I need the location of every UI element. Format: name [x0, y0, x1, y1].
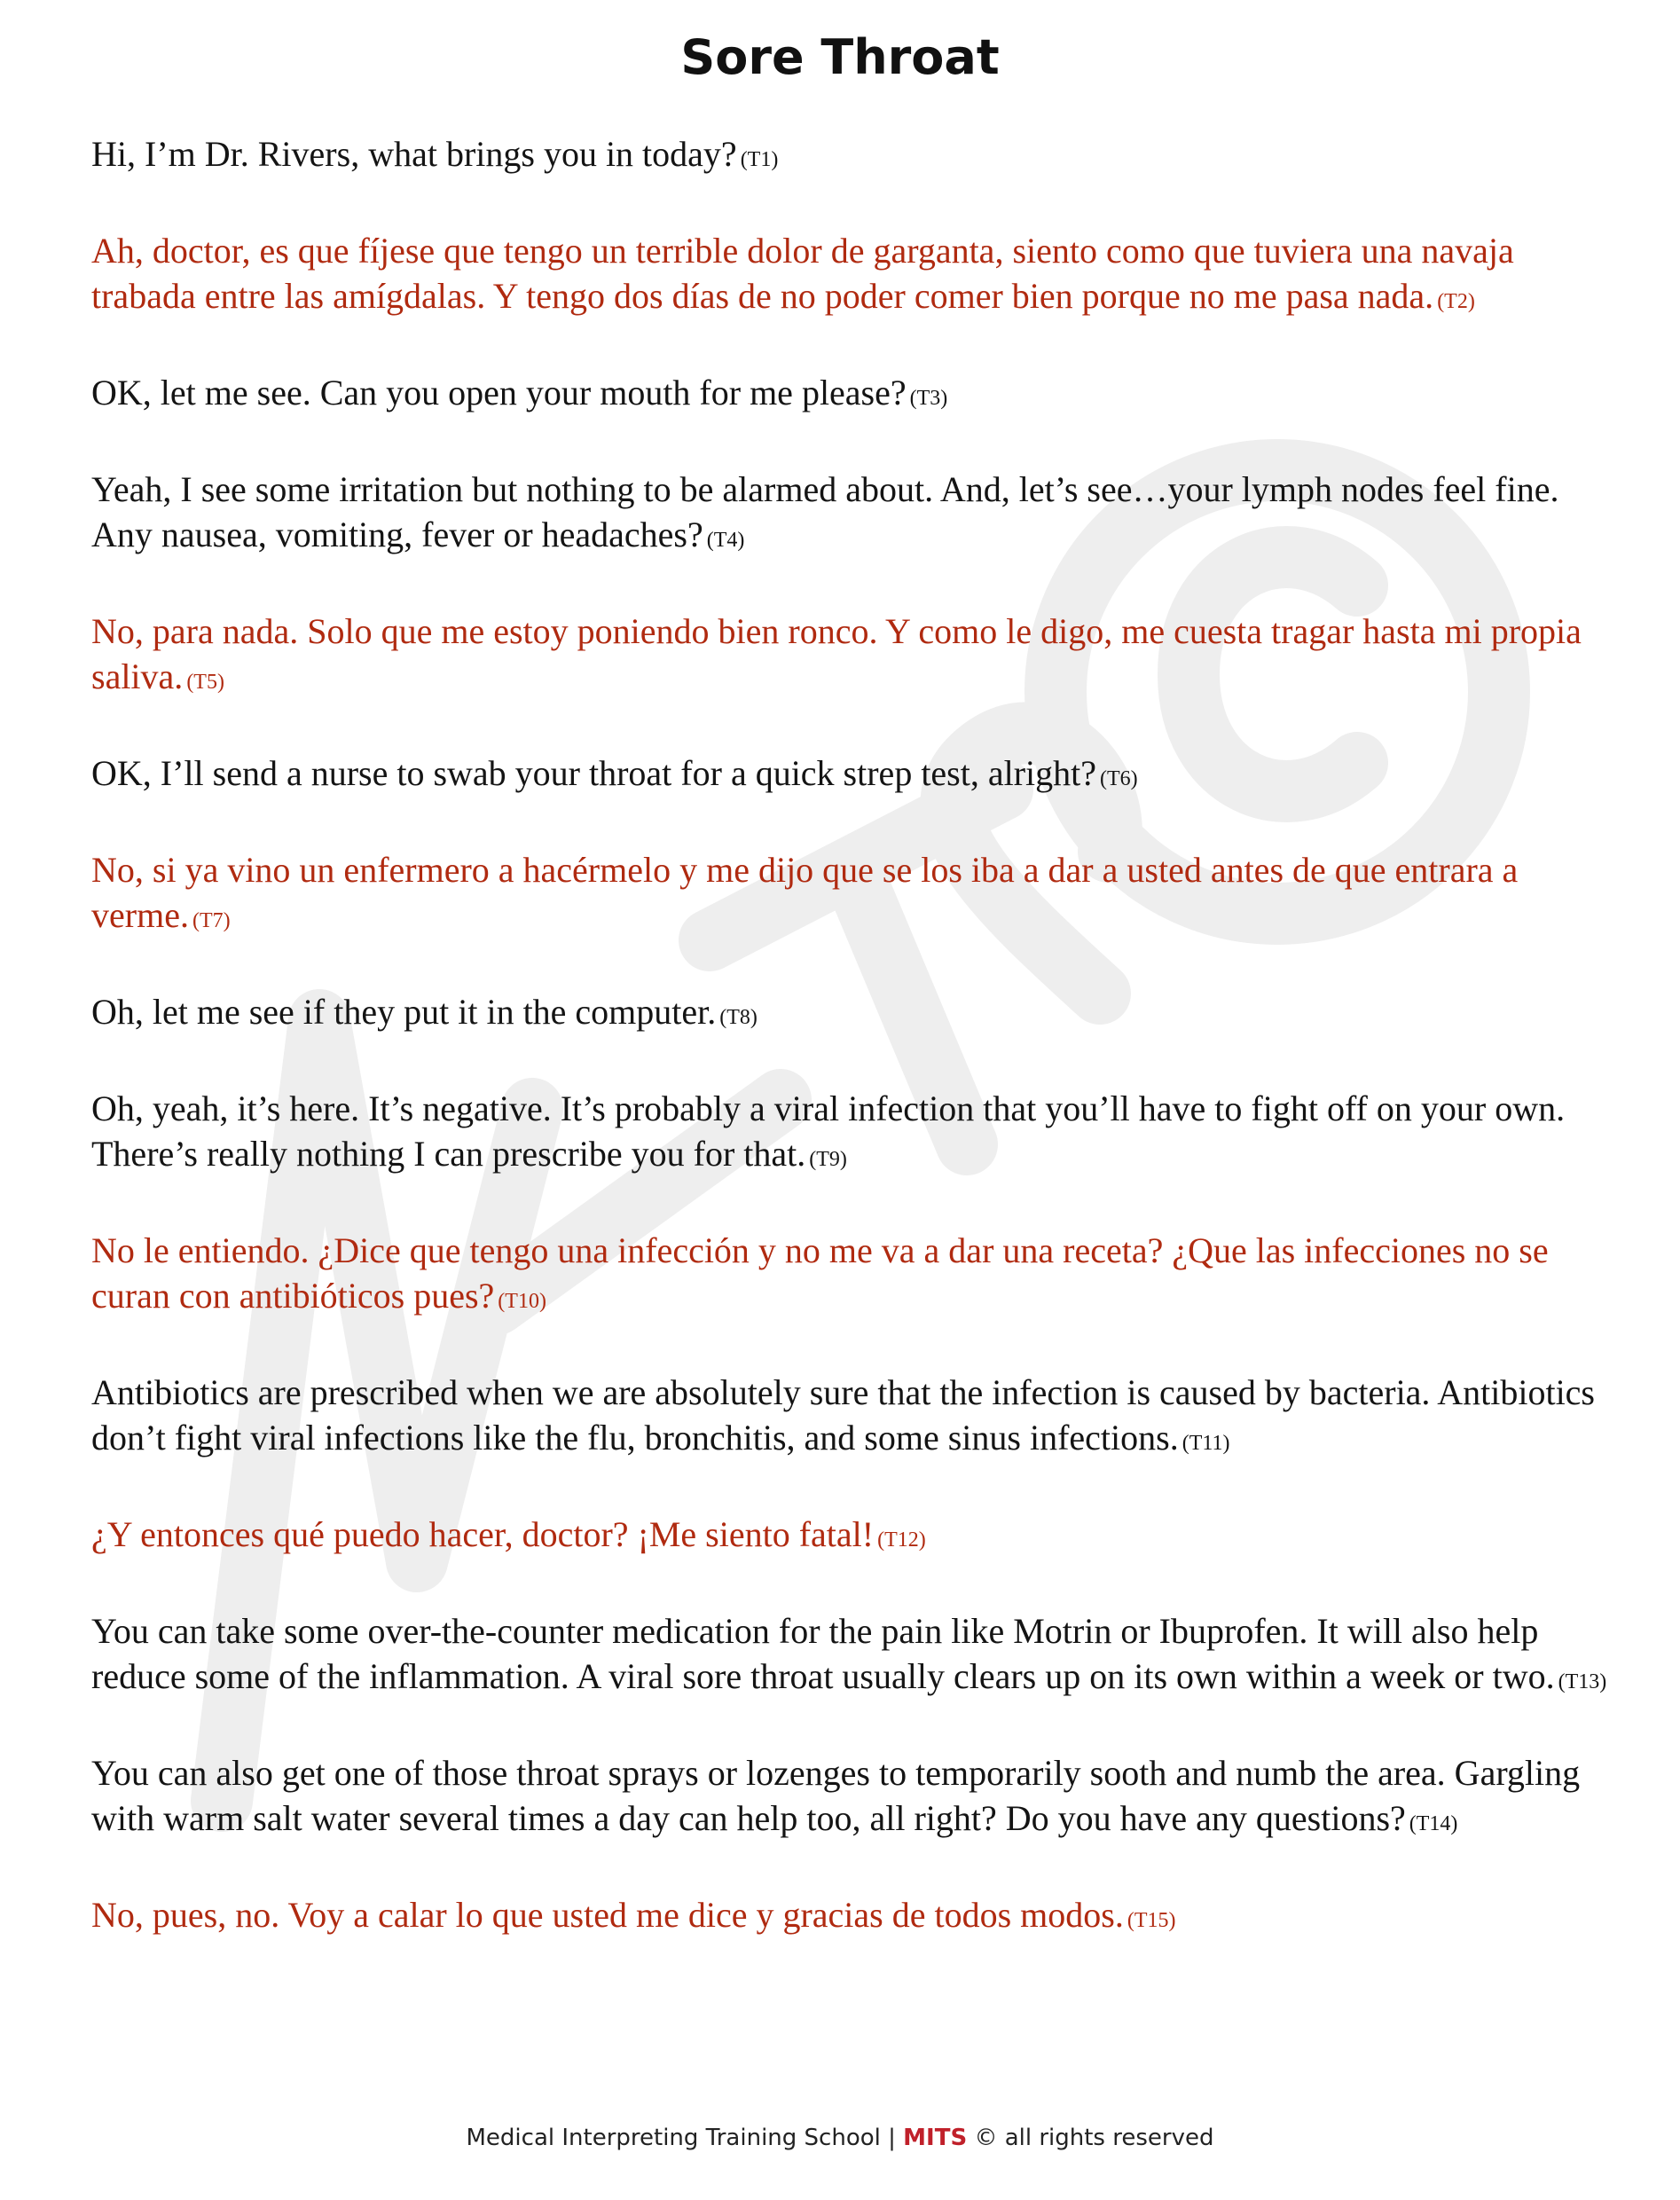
turn-text: You can also get one of those throat sprays or lozenges to temporarily sooth and numb the area. Gargling with warm salt water several times a day can help too, all right? Do you have any questions?	[91, 1753, 1581, 1838]
turn-t12	[91, 1512, 1617, 1563]
turn-tag: (T11)	[1181, 1432, 1230, 1455]
turn-tag: (T14)	[1409, 1812, 1458, 1835]
turn-tag: (T7)	[192, 909, 231, 932]
turn-tag: (T15)	[1127, 1909, 1176, 1932]
turn-text: Oh, yeah, it’s here. It’s negative. It’s probably a viral infection that you’ll have to fight off on your own. There’s really nothing I can prescribe you for that.	[91, 1088, 1566, 1174]
turn-tag: (T10)	[498, 1290, 546, 1313]
turn-tag: (T5)	[186, 671, 224, 694]
turn-t10	[91, 1228, 1617, 1324]
turn-tag: (T9)	[809, 1148, 847, 1171]
turn-t6	[91, 750, 1617, 802]
turn-t9	[91, 1086, 1617, 1182]
turn-text: You can take some over-the-counter medication for the pain like Motrin or Ibuprofen. It will also help reduce some of the inflammation. A viral sore throat usually clears up on its own within a week or two.	[91, 1611, 1555, 1696]
turn-t8	[91, 989, 1617, 1041]
turn-t3	[91, 370, 1617, 421]
turn-text: No, si ya vino un enfermero a hacérmelo y me dijo que se los iba a dar a usted antes de que entrara a verme.	[91, 850, 1519, 935]
turn-text: No, pues, no. Voy a calar lo que usted me dice y gracias de todos modos.	[91, 1895, 1124, 1935]
turn-tag: (T6)	[1100, 767, 1138, 790]
turn-text: Oh, let me see if they put it in the computer.	[91, 992, 717, 1032]
turn-tag: (T4)	[706, 529, 745, 552]
turn-text: OK, let me see. Can you open your mouth for me please?	[91, 373, 907, 412]
turn-text: Yeah, I see some irritation but nothing to be alarmed about. And, let’s see…your lymph nodes feel fine. Any nausea, vomiting, fever or headaches?	[91, 469, 1559, 554]
turn-t11	[91, 1370, 1617, 1466]
turn-text: Antibiotics are prescribed when we are absolutely sure that the infection is caused by bacteria. Antibiotics don’t fight viral infections like the flu, bronchitis, and some sinus infections.	[91, 1372, 1595, 1458]
turn-tag: (T8)	[719, 1006, 758, 1029]
turn-t4	[91, 467, 1617, 563]
turn-t15	[91, 1892, 1617, 1944]
turn-tag: (T3)	[909, 387, 948, 410]
footer-rights: © all rights reserved	[974, 2125, 1214, 2151]
turn-tag: (T1)	[740, 148, 779, 171]
turn-tag: (T12)	[877, 1528, 926, 1552]
turn-t1	[91, 131, 1617, 183]
turn-tag: (T13)	[1558, 1670, 1607, 1693]
turn-t2	[91, 228, 1617, 325]
dialogue	[91, 131, 1617, 1989]
turn-text: OK, I’ll send a nurse to swab your throat for a quick strep test, alright?	[91, 753, 1097, 793]
turn-t13	[91, 1608, 1617, 1705]
footer-school: Medical Interpreting Training School |	[466, 2125, 896, 2151]
turn-text: No le entiendo. ¿Dice que tengo una infección y no me va a dar una receta? ¿Que las infecciones no se curan con antibióticos pues?	[91, 1230, 1549, 1316]
footer-brand: MITS	[903, 2125, 968, 2151]
turn-t14	[91, 1750, 1617, 1847]
page-title: Sore Throat	[680, 29, 1000, 85]
turn-text: No, para nada. Solo que me estoy poniendo bien ronco. Y como le digo, me cuesta tragar hasta mi propia saliva.	[91, 611, 1582, 696]
turn-t5	[91, 609, 1617, 705]
page-footer	[0, 2125, 1680, 2151]
turn-tag: (T2)	[1437, 290, 1475, 313]
turn-text: Ah, doctor, es que fíjese que tengo un terrible dolor de garganta, siento como que tuviera una navaja trabada entre las amígdalas. Y tengo dos días de no poder comer bien porque no me pasa nada.	[91, 231, 1514, 316]
turn-text: Hi, I’m Dr. Rivers, what brings you in today?	[91, 134, 737, 174]
turn-t7	[91, 847, 1617, 944]
turn-text: ¿Y entonces qué puedo hacer, doctor? ¡Me siento fatal!	[91, 1514, 875, 1554]
